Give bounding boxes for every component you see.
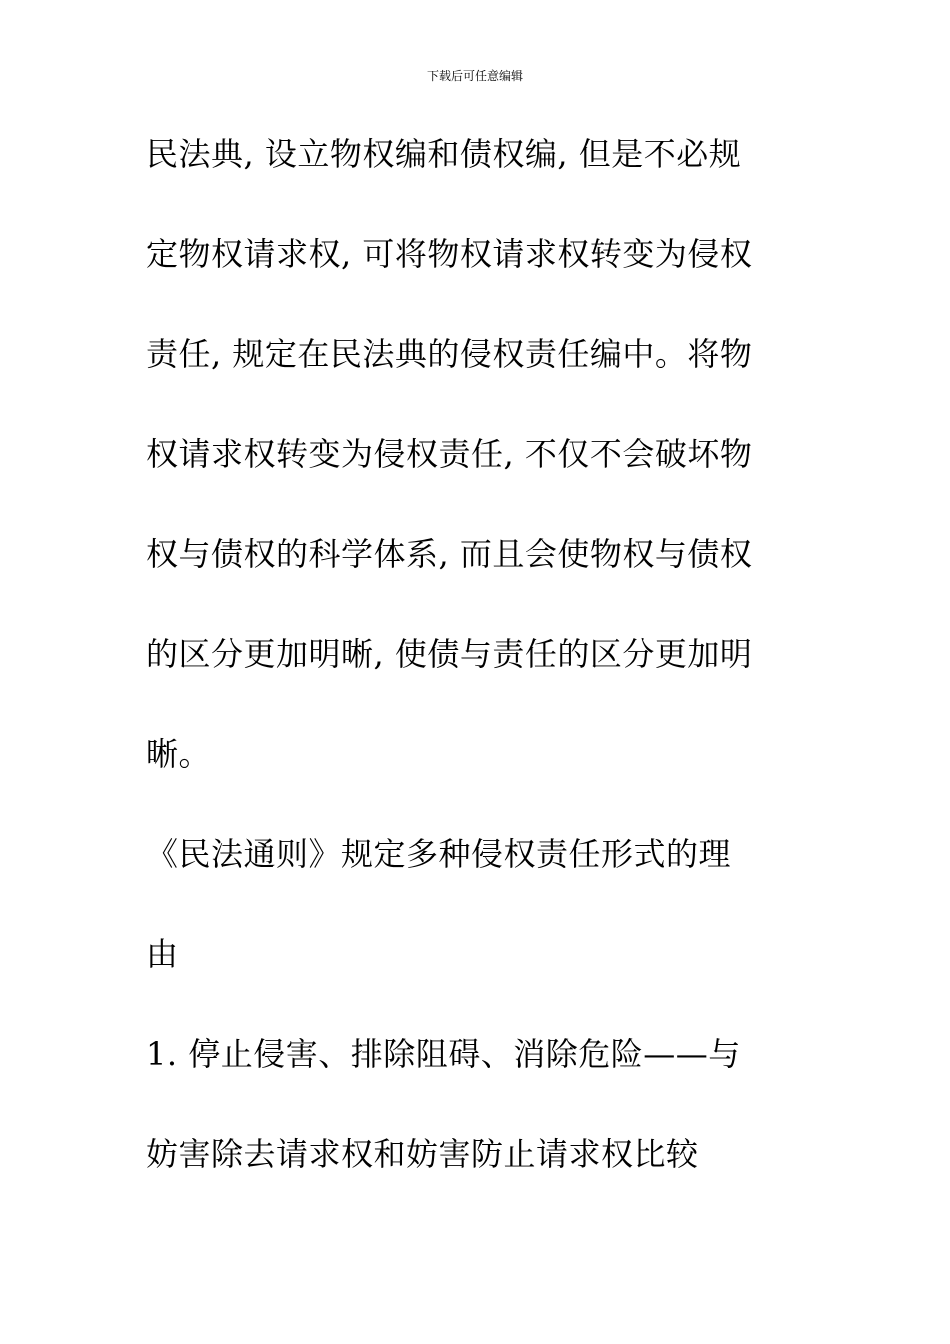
body-line: 权请求权转变为侵权责任, 不仅不会破坏物 <box>146 435 753 473</box>
body-line: 的区分更加明晰, 使债与责任的区分更加明 <box>146 635 753 673</box>
body-line: 权与债权的科学体系, 而且会使物权与债权 <box>146 535 753 573</box>
body-line: 民法典, 设立物权编和债权编, 但是不必规 <box>146 135 742 173</box>
body-line: 定物权请求权, 可将物权请求权转变为侵权 <box>146 235 753 273</box>
section-heading-line: 《民法通则》规定多种侵权责任形式的理 <box>146 835 732 873</box>
subsection-heading-line: 1. 停止侵害、排除阻碍、消除危险——与 <box>146 1035 741 1073</box>
page-header-note: 下载后可任意编辑 <box>426 69 523 83</box>
document-body <box>146 130 806 1230</box>
body-line: 责任, 规定在民法典的侵权责任编中。将物 <box>146 335 753 373</box>
body-line: 晰。 <box>146 735 212 773</box>
subsection-heading-line: 妨害除去请求权和妨害防止请求权比较 <box>146 1135 699 1173</box>
section-heading-line: 由 <box>146 935 179 973</box>
